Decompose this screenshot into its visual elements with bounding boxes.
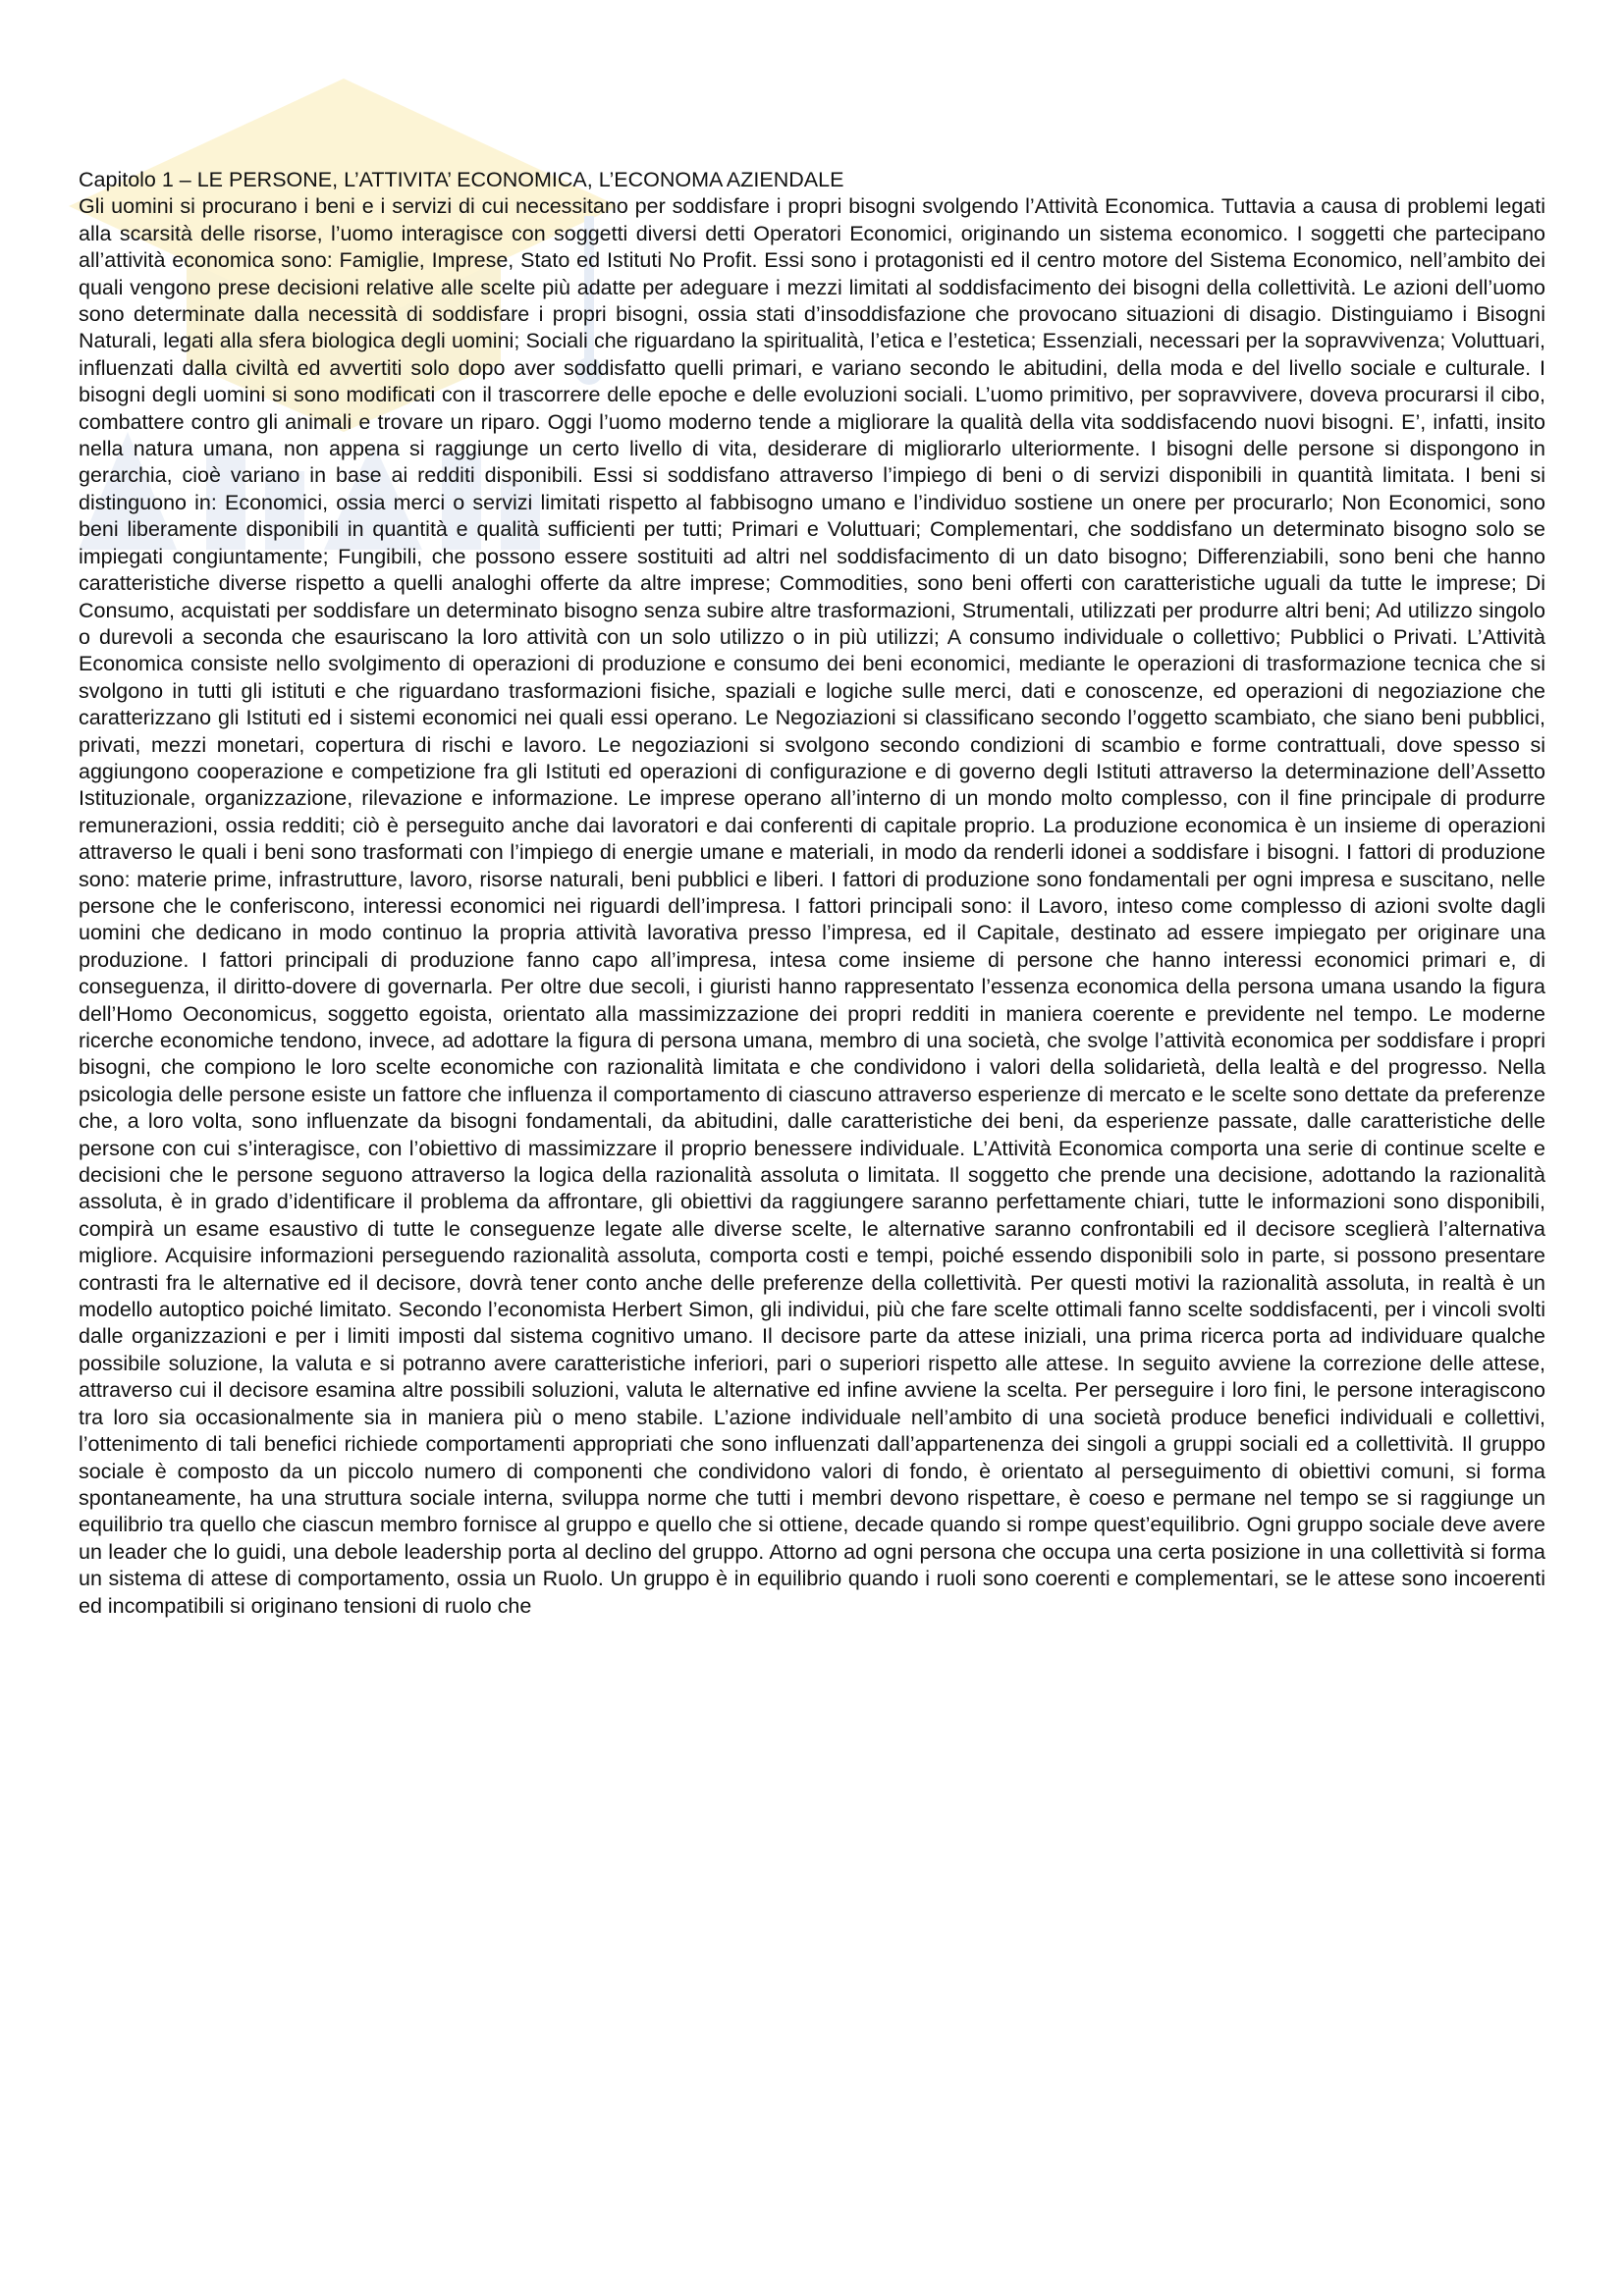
body-paragraph: Gli uomini si procurano i beni e i servizi di cui necessitano per soddisfare i propri bisogni svolgendo l’Attività Economica. Tuttavia a causa di problemi legati alla scarsità delle risorse, l’uomo interagisce con soggetti diversi detti Operatori Economici, originando un sistema economico. I soggetti che partecipano all’attività economica sono: Famiglie, Imprese, Stato ed Istituti No Profit. Essi sono i protagonisti ed il centro motore del Sistema Economico, nell’ambito dei quali vengono prese decisioni relative alle scelte più adatte per adeguare i mezzi limitati al soddisfacimento dei bisogni della collettività. Le azioni dell’uomo sono determinate dalla necessità di soddisfare i propri bisogni, ossia stati d’insoddisfazione che provocano situazioni di disagio. Distinguiamo i Bisogni Naturali, legati alla sfera biologica degli uomini; Sociali che riguardano la spiritualità, l’etica e l’estetica; Essenziali, necessari per la sopravvivenza; Voluttuari, influenzati dalla civiltà ed avvertiti solo dopo aver soddisfatto quelli primari, e variano secondo le abitudini, della moda e del livello sociale e culturale. I bisogni degli uomini si sono modificati con il trascorrere delle epoche e delle evoluzioni sociali. L’uomo primitivo, per sopravvivere, doveva procurarsi il cibo, combattere contro gli animali e trovare un riparo. Oggi l’uomo moderno tende a migliorare la qualità della vita soddisfacendo nuovi bisogni. E’, infatti, insito nella natura umana, non appena si raggiunge un certo livello di vita, desiderare di migliorarlo ulteriormente. I bisogni delle persone si dispongono in gerarchia, cioè variano in base ai redditi disponibili. Essi si soddisfano attraverso l’impiego di beni o di servizi disponibili in quantità limitata. I beni si distinguono in: Economici, ossia merci o servizi limitati rispetto al fabbisogno umano e l’individuo sostiene un onere per procurarlo; Non Economici, sono beni liberamente disponibili in quantità e qualità sufficienti per tutti; Primari e Voluttuari; Complementari, che soddisfano un determinato bisogno solo se impiegati congiuntamente; Fungibili, che possono essere sostituiti ad altri nel soddisfacimento di un dato bisogno; Differenziabili, sono beni che hanno caratteristiche diverse rispetto a quelli analoghi offerte da altre imprese; Commodities, sono beni offerti con caratteristiche uguali da tutte le imprese; Di Consumo, acquistati per soddisfare un determinato bisogno senza subire altre trasformazioni, Strumentali, utilizzati per produrre altri beni; Ad utilizzo singolo o durevoli a seconda che esauriscano la loro attività con un solo utilizzo o in più utilizzi; A consumo individuale o collettivo; Pubblici o Privati. L’Attività Economica consiste nello svolgimento di operazioni di produzione e consumo dei beni economici, mediante le operazioni di trasformazione tecnica che si svolgono in tutti gli istituti e che riguardano trasformazioni fisiche, spaziali e logiche sulle merci, dati e conoscenze, ed operazioni di negoziazione che caratterizzano gli Istituti ed i sistemi economici nei quali essi operano. Le Negoziazioni si classificano secondo l’oggetto scambiato, che siano beni pubblici, privati, mezzi monetari, copertura di rischi e lavoro. Le negoziazioni si svolgono secondo condizioni di scambio e forme contrattuali, dove spesso si aggiungono cooperazione e competizione fra gli Istituti ed operazioni di configurazione e di governo degli Istituti attraverso la determinazione dell’Assetto Istituzionale, organizzazione, rilevazione e informazione. Le imprese operano all’interno di un mondo molto complesso, con il fine principale di produrre remunerazioni, ossia redditi; ciò è perseguito anche dai lavoratori e dai conferenti di capitale proprio. La produzione economica è un insieme di operazioni attraverso le quali i beni sono trasformati con l’impiego di energie umane e materiali, in modo da renderli idonei a soddisfare i bisogni. I fattori di produzione sono: materie prime, infrastrutture, lavoro, risorse naturali, beni pubblici e liberi. I fattori di produzione sono fondamentali per ogni impresa e suscitano, nelle persone che le conferiscono, interessi economici nei riguardi dell’impresa. I fattori principali sono: il Lavoro, inteso come complesso di azioni svolte dagli uomini che dedicano in modo continuo la propria attività lavorativa presso l’impresa, ed il Capitale, destinato ad essere impiegato per originare una produzione. I fattori principali di produzione fanno capo all’impresa, intesa come insieme di persone che hanno interessi economici primari e, di conseguenza, il diritto-dovere di governarla. Per oltre due secoli, i giuristi hanno rappresentato l’essenza economica della persona umana usando la figura dell’Homo Oeconomicus, soggetto egoista, orientato alla massimizzazione dei propri redditi in maniera coerente e previdente nel tempo. Le moderne ricerche economiche tendono, invece, ad adottare la figura di persona umana, membro di una società, che svolge l’attività economica per soddisfare i propri bisogni, che compiono le loro scelte economiche con razionalità limitata e che condividono i valori della solidarietà, della lealtà e del progresso. Nella psicologia delle persone esiste un fattore che influenza il comportamento di ciascuno attraverso esperienze di mercato e le scelte sono dettate da preferenze che, a loro volta, sono influenzate da bisogni fondamentali, da abitudini, dalle caratteristiche dei beni, da esperienze passate, dalle caratteristiche delle persone con cui s’interagisce, con l’obiettivo di massimizzare il proprio benessere individuale. L’Attività Economica comporta una serie di continue scelte e decisioni che le persone seguono attraverso la logica della razionalità assoluta o limitata. Il soggetto che prende una decisione, adottando la razionalità assoluta, è in grado d’identificare il problema da affrontare, gli obiettivi da raggiungere saranno perfettamente chiari, tutte le informazioni sono disponibili, compirà un esame esaustivo di tutte le conseguenze legate alle diverse scelte, le alternative saranno confrontabili ed il decisore sceglierà l’alternativa migliore. Acquisire informazioni perseguendo razionalità assoluta, comporta costi e tempi, poiché essendo disponibili solo in parte, si possono presentare contrasti fra le alternative ed il decisore, dovrà tener conto anche delle preferenze della collettività. Per questi motivi la razionalità assoluta, in realtà è un modello autoptico poiché limitato. Secondo l’economista Herbert Simon, gli individui, più che fare scelte ottimali fanno scelte soddisfacenti, per i vincoli svolti dalle organizzazioni e per i limiti imposti dal sistema cognitivo umano. Il decisore parte da attese iniziali, una prima ricerca porta ad individuare qualche possibile soluzione, la valuta e si potranno avere caratteristiche inferiori, pari o superiori rispetto alle attese. In seguito avviene la correzione delle attese, attraverso cui il decisore esamina altre possibili soluzioni, valuta le alternative ed infine avviene la scelta. Per perseguire i loro fini, le persone interagiscono tra loro sia occasionalmente sia in maniera più o meno stabile. L’azione individuale nell’ambito di una società produce benefici individuali e collettivi, l’ottenimento di tali benefici richiede comportamenti appropriati che sono influenzati dall’appartenenza dei singoli a gruppi sociali ed a collettività. Il gruppo sociale è composto da un piccolo numero di componenti che condividono valori di fondo, è orientato al perseguimento di obiettivi comuni, si forma spontaneamente, ha una struttura sociale interna, sviluppa norme che tutti i membri devono rispettare, è coeso e permane nel tempo se si raggiunge un equilibrio tra quello che ciascun membro fornisce al gruppo e quello che si ottiene, decade quando si rompe quest’equilibrio. Ogni gruppo sociale deve avere un leader che lo guidi, una debole leadership porta al declino del gruppo. Attorno ad ogni persona che occupa una certa posizione in una collettività si forma un sistema di attese di comportamento, ossia un Ruolo. Un gruppo è in equilibrio quando i ruoli sono coerenti e complementari, se le attese sono incoerenti ed incompatibili si originano tensioni di ruolo che (79, 194, 1545, 1618)
document-page (79, 167, 1545, 1620)
chapter-title: Capitolo 1 – LE PERSONE, L’ATTIVITA’ ECONOMICA, L’ECONOMA AZIENDALE (79, 168, 844, 191)
